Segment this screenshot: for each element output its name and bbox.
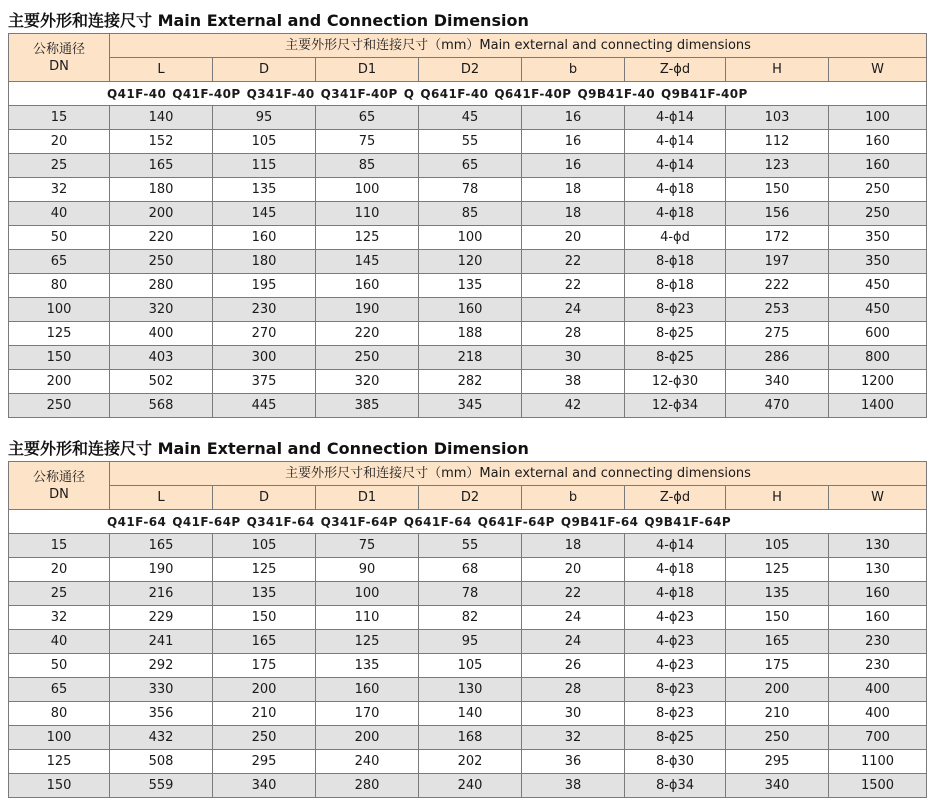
table-row (9, 154, 927, 178)
table-cell: 4-ϕ23 (625, 630, 726, 654)
column-header: D2 (419, 486, 522, 510)
dn-cell: 65 (9, 678, 110, 702)
dn-cell: 125 (9, 322, 110, 346)
table-cell: 145 (316, 250, 419, 274)
table-cell: 160 (316, 274, 419, 298)
table-cell: 210 (213, 702, 316, 726)
table-cell: 22 (522, 582, 625, 606)
table-cell: 8-ϕ18 (625, 250, 726, 274)
table-cell: 400 (829, 678, 927, 702)
table-cell: 82 (419, 606, 522, 630)
table-cell: 222 (726, 274, 829, 298)
section-title-40: 主要外形和连接尺寸 Main External and Connection Dimension (8, 11, 529, 30)
table-cell: 65 (316, 106, 419, 130)
column-header-row (9, 58, 927, 82)
table-cell: 220 (110, 226, 213, 250)
table-cell: 8-ϕ23 (625, 702, 726, 726)
dn-cell: 250 (9, 394, 110, 418)
table-cell: 18 (522, 534, 625, 558)
dn-cell: 40 (9, 630, 110, 654)
table-cell: 175 (726, 654, 829, 678)
table-cell: 350 (829, 226, 927, 250)
table-cell: 250 (829, 202, 927, 226)
table-cell: 400 (829, 702, 927, 726)
column-header-row (9, 486, 927, 510)
table-cell: 12-ϕ30 (625, 370, 726, 394)
table-cell: 295 (213, 750, 316, 774)
table-cell: 8-ϕ25 (625, 346, 726, 370)
table-cell: 150 (726, 178, 829, 202)
table-cell: 241 (110, 630, 213, 654)
table-cell: 200 (726, 678, 829, 702)
table-cell: 800 (829, 346, 927, 370)
table-cell: 300 (213, 346, 316, 370)
table-cell: 165 (110, 534, 213, 558)
table-cell: 12-ϕ34 (625, 394, 726, 418)
table-cell: 16 (522, 106, 625, 130)
table-cell: 160 (829, 606, 927, 630)
table-cell: 200 (213, 678, 316, 702)
table-cell: 280 (110, 274, 213, 298)
table-cell: 28 (522, 678, 625, 702)
table-cell: 4-ϕ14 (625, 106, 726, 130)
table-cell: 100 (829, 106, 927, 130)
table-row (9, 226, 927, 250)
table-cell: 250 (829, 178, 927, 202)
table-cell: 202 (419, 750, 522, 774)
dn-cell: 40 (9, 202, 110, 226)
table-cell: 250 (316, 346, 419, 370)
model-list (9, 510, 927, 534)
table-cell: 135 (213, 178, 316, 202)
dn-cell: 125 (9, 750, 110, 774)
table-cell: 210 (726, 702, 829, 726)
column-header: D (213, 58, 316, 82)
table-cell: 160 (419, 298, 522, 322)
table-cell: 250 (110, 250, 213, 274)
table-cell: 16 (522, 154, 625, 178)
table-row (9, 534, 927, 558)
table-cell: 38 (522, 774, 625, 798)
table-cell: 4-ϕ18 (625, 178, 726, 202)
table-cell: 95 (419, 630, 522, 654)
column-header: D2 (419, 58, 522, 82)
table-cell: 568 (110, 394, 213, 418)
column-header: Z-ϕd (625, 58, 726, 82)
table-cell: 100 (316, 178, 419, 202)
dn-header-en: DN (49, 486, 69, 502)
table-row (9, 322, 927, 346)
table-cell: 95 (213, 106, 316, 130)
table-cell: 700 (829, 726, 927, 750)
table-cell: 75 (316, 130, 419, 154)
table-cell: 38 (522, 370, 625, 394)
table-cell: 340 (726, 774, 829, 798)
table-row (9, 394, 927, 418)
model-code: Q9B41F-64P (644, 514, 732, 529)
table-cell: 160 (316, 678, 419, 702)
table-cell: 78 (419, 178, 522, 202)
table-cell: 16 (522, 130, 625, 154)
table-cell: 140 (110, 106, 213, 130)
table-cell: 200 (316, 726, 419, 750)
table-row (9, 654, 927, 678)
table-cell: 356 (110, 702, 213, 726)
table-cell: 508 (110, 750, 213, 774)
table-cell: 105 (213, 130, 316, 154)
table-cell: 320 (316, 370, 419, 394)
model-code: Q (403, 86, 415, 101)
table-cell: 1200 (829, 370, 927, 394)
table-cell: 125 (316, 630, 419, 654)
model-code: Q641F-40P (494, 86, 572, 101)
column-header: D (213, 486, 316, 510)
table-cell: 600 (829, 322, 927, 346)
table-cell: 90 (316, 558, 419, 582)
table-cell: 4-ϕ23 (625, 654, 726, 678)
table-cell: 470 (726, 394, 829, 418)
table-cell: 26 (522, 654, 625, 678)
dn-cell: 80 (9, 702, 110, 726)
table-cell: 103 (726, 106, 829, 130)
table-row (9, 202, 927, 226)
column-header: b (522, 486, 625, 510)
table-cell: 42 (522, 394, 625, 418)
column-header: W (829, 486, 927, 510)
table-cell: 22 (522, 274, 625, 298)
column-header: H (726, 58, 829, 82)
dn-cell: 25 (9, 582, 110, 606)
table-cell: 105 (213, 534, 316, 558)
table-cell: 135 (726, 582, 829, 606)
table-cell: 160 (829, 582, 927, 606)
table-cell: 240 (419, 774, 522, 798)
model-list-row (9, 82, 927, 106)
table-cell: 110 (316, 606, 419, 630)
table-cell: 100 (316, 582, 419, 606)
table-cell: 135 (316, 654, 419, 678)
table-row (9, 582, 927, 606)
table-cell: 8-ϕ25 (625, 322, 726, 346)
table-cell: 218 (419, 346, 522, 370)
table-cell: 195 (213, 274, 316, 298)
table-cell: 115 (213, 154, 316, 178)
table-cell: 229 (110, 606, 213, 630)
table-row (9, 274, 927, 298)
table-cell: 4-ϕd (625, 226, 726, 250)
model-code: Q41F-64P (172, 514, 241, 529)
table-cell: 8-ϕ34 (625, 774, 726, 798)
column-header: D1 (316, 486, 419, 510)
dn-cell: 50 (9, 654, 110, 678)
table-cell: 22 (522, 250, 625, 274)
table-cell: 123 (726, 154, 829, 178)
table-row (9, 106, 927, 130)
table-cell: 345 (419, 394, 522, 418)
table-cell: 112 (726, 130, 829, 154)
table-cell: 559 (110, 774, 213, 798)
table-cell: 24 (522, 606, 625, 630)
table-cell: 85 (316, 154, 419, 178)
table-cell: 4-ϕ18 (625, 558, 726, 582)
dimension-table-64 (8, 461, 927, 798)
table-row (9, 346, 927, 370)
table-cell: 168 (419, 726, 522, 750)
dn-cell: 20 (9, 558, 110, 582)
table-cell: 8-ϕ18 (625, 274, 726, 298)
table-cell: 130 (419, 678, 522, 702)
table-cell: 253 (726, 298, 829, 322)
table-cell: 4-ϕ14 (625, 534, 726, 558)
table-cell: 125 (726, 558, 829, 582)
table-cell: 160 (829, 154, 927, 178)
table-cell: 216 (110, 582, 213, 606)
table-cell: 18 (522, 178, 625, 202)
table-row (9, 370, 927, 394)
dn-cell: 200 (9, 370, 110, 394)
table-cell: 4-ϕ14 (625, 130, 726, 154)
group-header: 主要外形尺寸和连接尺寸（mm）Main external and connecting dimensions (110, 34, 927, 58)
column-header: L (110, 486, 213, 510)
table-cell: 8-ϕ23 (625, 678, 726, 702)
table-cell: 105 (726, 534, 829, 558)
table-cell: 230 (829, 654, 927, 678)
column-header: D1 (316, 58, 419, 82)
dn-cell: 32 (9, 606, 110, 630)
column-header: b (522, 58, 625, 82)
table-cell: 20 (522, 226, 625, 250)
table-cell: 100 (419, 226, 522, 250)
table-cell: 135 (213, 582, 316, 606)
table-cell: 55 (419, 130, 522, 154)
dimension-table-40 (8, 33, 927, 418)
table-cell: 8-ϕ30 (625, 750, 726, 774)
table-cell: 292 (110, 654, 213, 678)
dn-cell: 150 (9, 774, 110, 798)
model-code: Q641F-40 (420, 86, 489, 101)
model-code: Q41F-64 (107, 514, 167, 529)
table-cell: 36 (522, 750, 625, 774)
table-cell: 24 (522, 298, 625, 322)
dn-cell: 15 (9, 534, 110, 558)
table-cell: 8-ϕ25 (625, 726, 726, 750)
table-cell: 286 (726, 346, 829, 370)
table-cell: 375 (213, 370, 316, 394)
table-cell: 24 (522, 630, 625, 654)
column-header: L (110, 58, 213, 82)
group-header: 主要外形尺寸和连接尺寸（mm）Main external and connecting dimensions (110, 462, 927, 486)
table-cell: 135 (419, 274, 522, 298)
model-code: Q341F-64P (320, 514, 398, 529)
table-cell: 160 (829, 130, 927, 154)
table-cell: 450 (829, 274, 927, 298)
table-cell: 30 (522, 346, 625, 370)
table-cell: 152 (110, 130, 213, 154)
table-cell: 18 (522, 202, 625, 226)
table-cell: 240 (316, 750, 419, 774)
table-cell: 110 (316, 202, 419, 226)
dn-cell: 20 (9, 130, 110, 154)
table-cell: 120 (419, 250, 522, 274)
dn-cell: 32 (9, 178, 110, 202)
table-row (9, 702, 927, 726)
table-cell: 275 (726, 322, 829, 346)
table-cell: 55 (419, 534, 522, 558)
column-header: H (726, 486, 829, 510)
table-cell: 450 (829, 298, 927, 322)
table-row (9, 130, 927, 154)
table-cell: 180 (213, 250, 316, 274)
table-row (9, 606, 927, 630)
column-header: Z-ϕd (625, 486, 726, 510)
table-cell: 125 (316, 226, 419, 250)
dn-cell: 150 (9, 346, 110, 370)
table-cell: 65 (419, 154, 522, 178)
table-cell: 160 (213, 226, 316, 250)
table-cell: 165 (213, 630, 316, 654)
model-code: Q341F-40P (320, 86, 398, 101)
table-row (9, 678, 927, 702)
dn-cell: 25 (9, 154, 110, 178)
table-cell: 20 (522, 558, 625, 582)
table-cell: 170 (316, 702, 419, 726)
table-cell: 1500 (829, 774, 927, 798)
table-cell: 28 (522, 322, 625, 346)
table-cell: 340 (213, 774, 316, 798)
table-cell: 400 (110, 322, 213, 346)
table-cell: 445 (213, 394, 316, 418)
model-code: Q9B41F-40 (577, 86, 655, 101)
dn-header-cell (9, 462, 110, 510)
dn-cell: 15 (9, 106, 110, 130)
table-row (9, 750, 927, 774)
table-cell: 432 (110, 726, 213, 750)
table-cell: 270 (213, 322, 316, 346)
table-cell: 150 (726, 606, 829, 630)
table-cell: 197 (726, 250, 829, 274)
table-cell: 188 (419, 322, 522, 346)
table-cell: 32 (522, 726, 625, 750)
table-row (9, 630, 927, 654)
table-cell: 190 (316, 298, 419, 322)
dn-cell: 50 (9, 226, 110, 250)
table-cell: 85 (419, 202, 522, 226)
dn-header-cell (9, 34, 110, 82)
model-code: Q41F-40P (172, 86, 241, 101)
table-row (9, 178, 927, 202)
table-cell: 130 (829, 534, 927, 558)
dn-cell: 100 (9, 298, 110, 322)
table-cell: 68 (419, 558, 522, 582)
table-cell: 295 (726, 750, 829, 774)
table-cell: 165 (726, 630, 829, 654)
table-cell: 105 (419, 654, 522, 678)
table-cell: 75 (316, 534, 419, 558)
model-code: Q341F-64 (246, 514, 315, 529)
table-cell: 280 (316, 774, 419, 798)
table-cell: 403 (110, 346, 213, 370)
table-cell: 385 (316, 394, 419, 418)
dn-header-cn: 公称通径 (32, 469, 85, 485)
table-cell: 150 (213, 606, 316, 630)
table-cell: 230 (829, 630, 927, 654)
table-cell: 4-ϕ23 (625, 606, 726, 630)
table-cell: 502 (110, 370, 213, 394)
table-cell: 1100 (829, 750, 927, 774)
table-cell: 78 (419, 582, 522, 606)
model-code: Q641F-64P (477, 514, 555, 529)
header-row (9, 462, 927, 486)
table-cell: 8-ϕ23 (625, 298, 726, 322)
table-cell: 4-ϕ14 (625, 154, 726, 178)
table-cell: 165 (110, 154, 213, 178)
table-cell: 330 (110, 678, 213, 702)
dn-cell: 65 (9, 250, 110, 274)
model-code: Q41F-40 (107, 86, 167, 101)
table-cell: 45 (419, 106, 522, 130)
table-cell: 350 (829, 250, 927, 274)
dn-header-cn: 公称通径 (32, 41, 85, 57)
table-row (9, 726, 927, 750)
table-cell: 200 (110, 202, 213, 226)
table-cell: 4-ϕ18 (625, 582, 726, 606)
table-cell: 250 (213, 726, 316, 750)
dn-header-en: DN (49, 58, 69, 74)
table-cell: 175 (213, 654, 316, 678)
model-code: Q341F-40 (246, 86, 315, 101)
table-cell: 125 (213, 558, 316, 582)
table-cell: 250 (726, 726, 829, 750)
table-cell: 156 (726, 202, 829, 226)
model-list-row (9, 510, 927, 534)
header-row (9, 34, 927, 58)
table-row (9, 774, 927, 798)
table-cell: 140 (419, 702, 522, 726)
table-cell: 130 (829, 558, 927, 582)
column-header: W (829, 58, 927, 82)
table-cell: 1400 (829, 394, 927, 418)
table-cell: 190 (110, 558, 213, 582)
table-cell: 30 (522, 702, 625, 726)
table-row (9, 558, 927, 582)
section-title-64: 主要外形和连接尺寸 Main External and Connection Dimension (8, 439, 529, 458)
model-code: Q9B41F-40P (661, 86, 748, 101)
table-cell: 172 (726, 226, 829, 250)
table-cell: 4-ϕ18 (625, 202, 726, 226)
table-cell: 320 (110, 298, 213, 322)
table-cell: 220 (316, 322, 419, 346)
model-list (9, 82, 927, 106)
model-code: Q9B41F-64 (560, 514, 639, 529)
dn-cell: 100 (9, 726, 110, 750)
table-cell: 282 (419, 370, 522, 394)
table-cell: 180 (110, 178, 213, 202)
table-cell: 230 (213, 298, 316, 322)
table-cell: 145 (213, 202, 316, 226)
model-code: Q641F-64 (403, 514, 472, 529)
table-row (9, 298, 927, 322)
table-row (9, 250, 927, 274)
dn-cell: 80 (9, 274, 110, 298)
table-cell: 340 (726, 370, 829, 394)
